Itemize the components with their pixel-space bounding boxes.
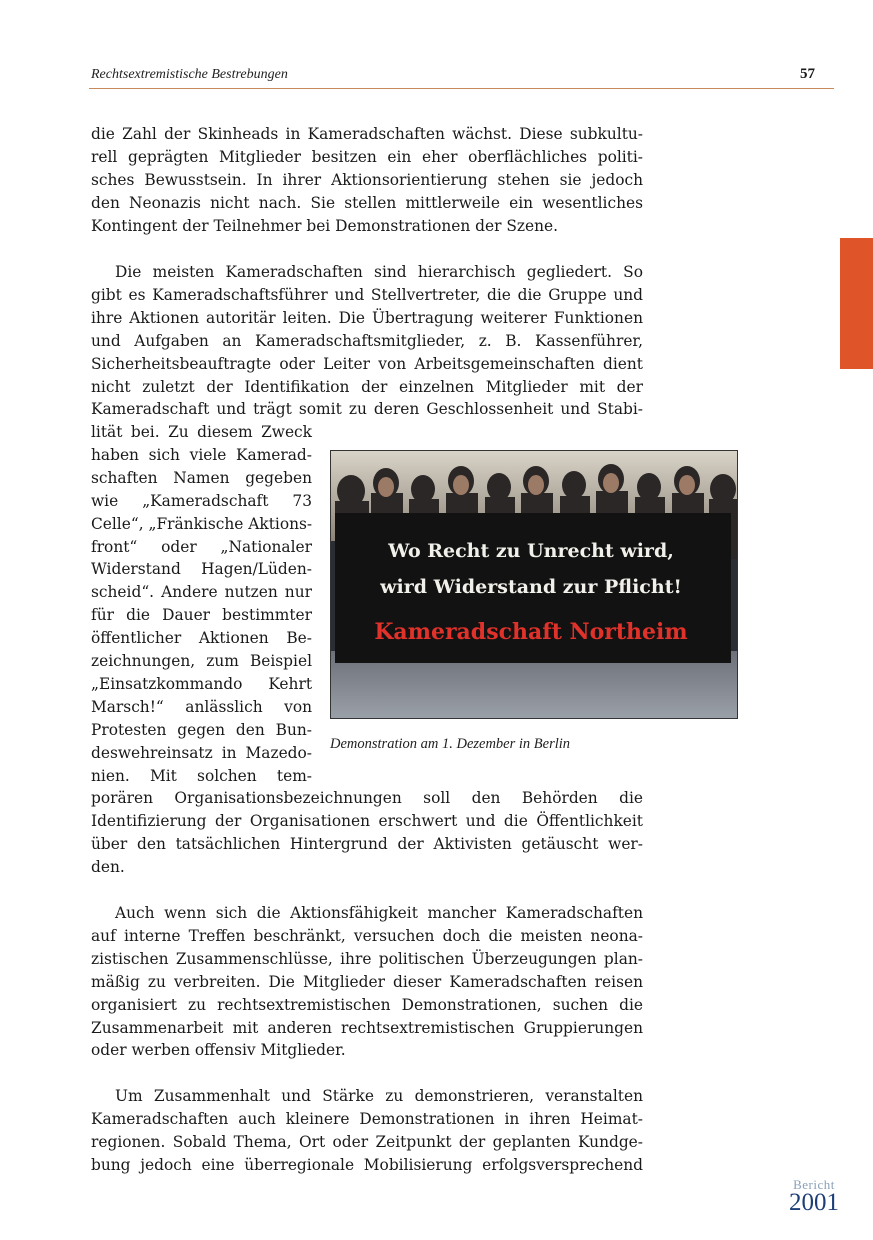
banner-text-line-1: Wo Recht zu Unrecht wird, bbox=[388, 540, 674, 562]
running-header-title: Rechtsextremistische Bestrebungen bbox=[91, 67, 288, 82]
text-line: die Zahl der Skinheads in Kameradschaften wächst. Diese subkultu- bbox=[91, 125, 643, 143]
header-rule bbox=[89, 88, 834, 89]
text-line: organisiert zu rechtsextremistischen Demonstrationen, suchen die bbox=[91, 995, 643, 1014]
photo-caption: Demonstration am 1. Dezember in Berlin bbox=[330, 736, 571, 752]
text-line: Zusammenarbeit mit anderen rechtsextremistischen Gruppierungen bbox=[91, 1018, 643, 1037]
text-line: Sicherheitsbeauftragte oder Leiter von Arbeitsgemeinschaften dient bbox=[91, 354, 643, 373]
text-line: front“ oder „Nationaler bbox=[91, 537, 312, 556]
text-line: zistischen Zusammenschlüsse, ihre politischen Überzeugungen plan- bbox=[91, 949, 643, 968]
text-line: ihre Aktionen autoritär leiten. Die Übertragung weiterer Funktionen bbox=[91, 308, 643, 327]
paragraph-2 bbox=[91, 261, 643, 421]
text-line: und Aufgaben an Kameradschaftsmitglieder, z. B. Kassenführer, bbox=[91, 331, 643, 350]
text-line: oder werben offensiv Mitglieder. bbox=[91, 1041, 346, 1060]
banner-text-line-3: Kameradschaft Northeim bbox=[374, 619, 688, 645]
text-line: Kameradschaft und trägt somit zu deren Geschlossenheit und Stabi- bbox=[91, 400, 643, 419]
page-number: 57 bbox=[800, 66, 815, 82]
text-line: auf interne Treffen beschränkt, versuchen doch die meisten neona- bbox=[91, 926, 643, 945]
text-line: lität bei. Zu diesem Zweck bbox=[91, 423, 312, 441]
text-line: bung jedoch eine überregionale Mobilisierung erfolgsversprechend bbox=[91, 1155, 643, 1174]
text-line: Kontingent der Teilnehmer bei Demonstrationen der Szene. bbox=[91, 216, 559, 235]
text-line: Auch wenn sich die Aktionsfähigkeit mancher Kameradschaften bbox=[115, 904, 643, 922]
paragraph-2-wrap-around-photo bbox=[91, 421, 312, 788]
text-line: Kameradschaften auch kleinere Demonstrationen in ihren Heimat- bbox=[91, 1109, 643, 1128]
bericht-2001-logo bbox=[780, 1178, 848, 1215]
demonstration-photo bbox=[330, 450, 738, 719]
text-line: Um Zusammenhalt und Stärke zu demonstrieren, veranstalten bbox=[115, 1087, 643, 1105]
text-line: über den tatsächlichen Hintergrund der Aktivisten getäuscht wer- bbox=[91, 834, 643, 853]
text-line: regionen. Sobald Thema, Ort oder Zeitpunkt der geplanten Kundge- bbox=[91, 1132, 643, 1151]
demonstration-photo-illustration bbox=[331, 451, 737, 718]
text-line: sches Bewusstsein. In ihrer Aktionsorientierung stehen sie jedoch bbox=[91, 170, 643, 189]
text-line: rell geprägten Mitglieder besitzen ein eher oberflächliches politi- bbox=[91, 147, 643, 166]
paragraph-3 bbox=[91, 902, 643, 1062]
text-line: gibt es Kameradschaftsführer und Stellvertreter, die die Gruppe und bbox=[91, 285, 643, 304]
text-line: Widerstand Hagen/Lüden- bbox=[91, 560, 312, 579]
text-line: porären Organisationsbezeichnungen soll den Behörden die bbox=[91, 789, 643, 807]
text-line: den. bbox=[91, 857, 125, 876]
logo-word: Bericht bbox=[793, 1177, 835, 1192]
text-line: zeichnungen, zum Beispiel bbox=[91, 652, 312, 671]
text-line: Protesten gegen den Bun- bbox=[91, 720, 312, 739]
text-line: nien. Mit solchen tem- bbox=[91, 766, 312, 785]
text-line: Marsch!“ anlässlich von bbox=[91, 697, 312, 716]
text-line: nicht zuletzt der Identifikation der einzelnen Mitglieder mit der bbox=[91, 377, 643, 396]
text-line: schaften Namen gegeben bbox=[91, 468, 312, 487]
text-line: für die Dauer bestimmter bbox=[91, 606, 312, 625]
text-line: scheid“. Andere nutzen nur bbox=[91, 583, 312, 602]
text-line: Identifizierung der Organisationen erschwert und die Öffentlichkeit bbox=[91, 811, 643, 830]
chapter-side-tab bbox=[840, 238, 873, 369]
banner-text-line-2: wird Widerstand zur Pflicht! bbox=[380, 576, 682, 598]
text-line: wie „Kameradschaft 73 bbox=[91, 491, 312, 510]
text-line: Die meisten Kameradschaften sind hierarchisch gegliedert. So bbox=[115, 263, 643, 281]
paragraph-1 bbox=[91, 123, 643, 238]
text-line: Celle“, „Fränkische Aktions- bbox=[91, 514, 313, 533]
text-line: „Einsatzkommando Kehrt bbox=[91, 674, 312, 693]
paragraph-2-continued bbox=[91, 787, 643, 879]
text-line: deswehreinsatz in Mazedo- bbox=[91, 743, 312, 762]
text-line: den Neonazis nicht nach. Sie stellen mittlerweile ein wesentliches bbox=[91, 193, 643, 212]
text-line: öffentlicher Aktionen Be- bbox=[91, 629, 312, 648]
text-line: mäßig zu verbreiten. Die Mitglieder dieser Kameradschaften reisen bbox=[91, 972, 643, 991]
text-line: haben sich viele Kamerad- bbox=[91, 445, 312, 464]
logo-year: 2001 bbox=[789, 1189, 839, 1216]
paragraph-4 bbox=[91, 1085, 643, 1177]
